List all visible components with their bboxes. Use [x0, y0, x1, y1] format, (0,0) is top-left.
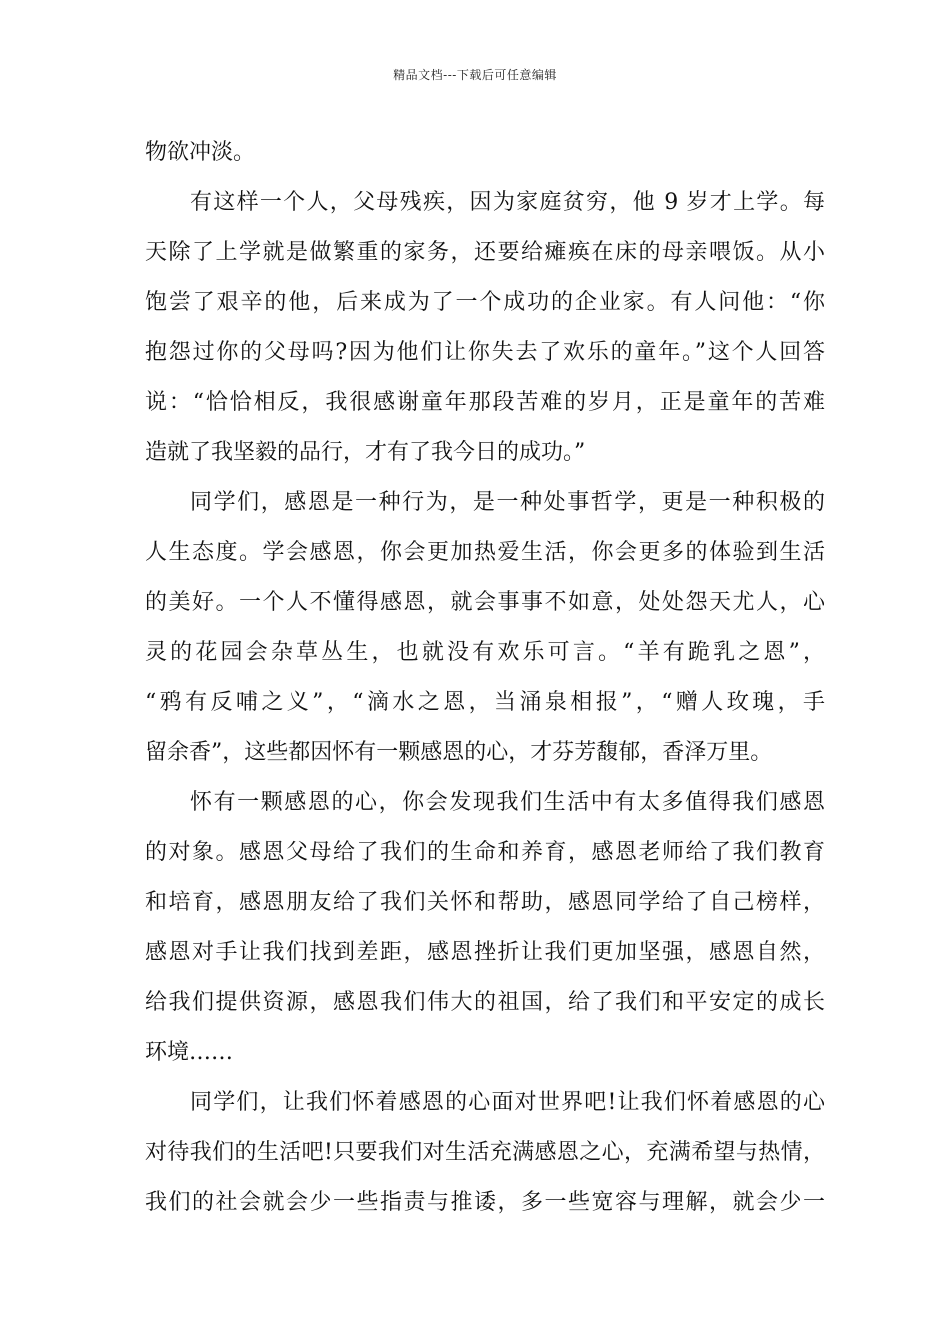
text-line-13: 留余香”，这些都因怀有一颗感恩的心，才芬芳馥郁，香泽万里。 — [145, 740, 773, 765]
text-line-10: 的美好。一个人不懂得感恩，就会事事不如意，处处怨天尤人，心 — [145, 590, 825, 615]
text-line-7: 造就了我坚毅的品行，才有了我今日的成功。” — [145, 440, 586, 465]
text-line-12: “鸦有反哺之义”，“滴水之恩，当涌泉相报”，“赠人玫瑰，手 — [145, 690, 825, 715]
text-line-1: 物欲冲淡。 — [145, 140, 256, 165]
page-header: 精品文档---下载后可任意编辑 — [393, 68, 557, 82]
text-line-21: 对待我们的生活吧!只要我们对生活充满感恩之心，充满希望与热情， — [145, 1140, 825, 1165]
text-line-14: 怀有一颗感恩的心，你会发现我们生活中有太多值得我们感恩 — [190, 790, 825, 815]
text-line-8: 同学们，感恩是一种行为，是一种处事哲学，更是一种积极的 — [190, 490, 825, 515]
text-line-20: 同学们，让我们怀着感恩的心面对世界吧!让我们怀着感恩的心 — [190, 1090, 825, 1115]
text-line-6: 说：“恰恰相反，我很感谢童年那段苦难的岁月，正是童年的苦难 — [145, 390, 825, 415]
text-line-3: 天除了上学就是做繁重的家务，还要给瘫痪在床的母亲喂饭。从小 — [145, 240, 825, 265]
text-line-15: 的对象。感恩父母给了我们的生命和养育，感恩老师给了我们教育 — [145, 840, 825, 865]
text-line-16: 和培育，感恩朋友给了我们关怀和帮助，感恩同学给了自己榜样， — [145, 890, 825, 915]
text-line-17: 感恩对手让我们找到差距，感恩挫折让我们更加坚强，感恩自然， — [145, 940, 825, 965]
text-line-18: 给我们提供资源，感恩我们伟大的祖国，给了我们和平安定的成长 — [145, 990, 825, 1015]
text-line-11: 灵的花园会杂草丛生，也就没有欢乐可言。“羊有跪乳之恩”， — [145, 640, 825, 665]
text-line-19: 环境…… — [145, 1040, 234, 1065]
text-line-4: 饱尝了艰辛的他，后来成为了一个成功的企业家。有人问他：“你 — [145, 290, 825, 315]
text-line-9: 人生态度。学会感恩，你会更加热爱生活，你会更多的体验到生活 — [145, 540, 825, 565]
text-line-5: 抱怨过你的父母吗?因为他们让你失去了欢乐的童年。”这个人回答 — [145, 340, 825, 365]
body-text — [145, 128, 825, 1228]
text-line-22: 我们的社会就会少一些指责与推诿，多一些宽容与理解，就会少一 — [145, 1190, 825, 1215]
text-line-2: 有这样一个人，父母残疾，因为家庭贫穷，他 9 岁才上学。每 — [190, 190, 825, 215]
